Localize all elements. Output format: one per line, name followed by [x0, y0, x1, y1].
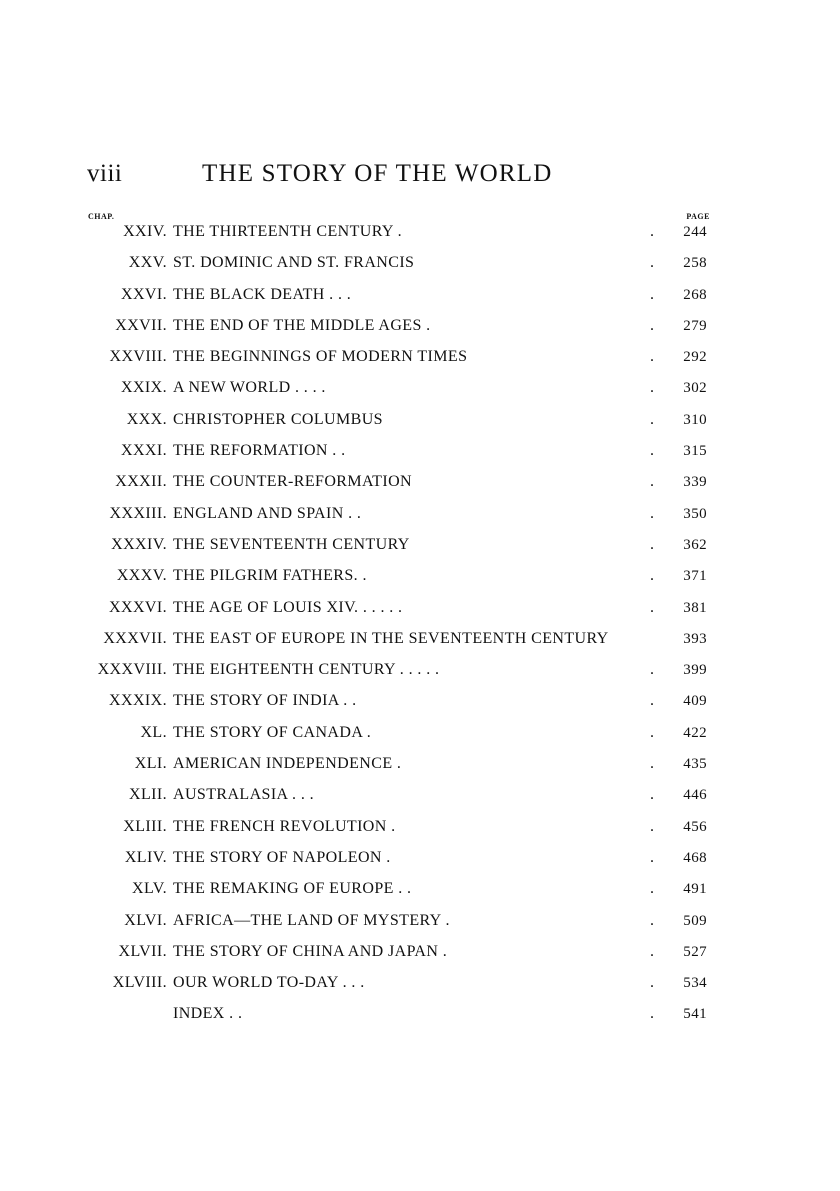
toc-entry — [0, 564, 840, 595]
toc-entry — [0, 815, 840, 846]
leader-dot: . — [650, 692, 655, 710]
leader-dot: . — [650, 848, 655, 866]
page-ref: 339 — [683, 474, 707, 491]
page-ref: 302 — [683, 380, 707, 397]
page-ref: 541 — [683, 1006, 707, 1023]
page-ref: 362 — [683, 536, 707, 553]
page-ref: 409 — [683, 693, 707, 710]
toc-entry — [0, 689, 840, 720]
leader-dot: . — [650, 817, 655, 835]
toc-entry — [0, 909, 840, 940]
chapter-number: XXXI. — [121, 442, 167, 460]
chapter-title: THE BEGINNINGS OF MODERN TIMES — [173, 348, 468, 366]
leader-dot: . — [650, 504, 655, 522]
leader-dot: . — [650, 755, 655, 773]
page-ref: 509 — [683, 912, 707, 929]
leader-dot: . — [650, 661, 655, 679]
leader-dot: . — [650, 410, 655, 428]
chapter-number: XLVII. — [118, 942, 167, 960]
leader-dot: . — [650, 473, 655, 491]
chapter-title: AFRICA—THE LAND OF MYSTERY . — [173, 911, 450, 929]
toc-entry — [0, 470, 840, 501]
chapter-number: XXVI. — [121, 285, 167, 303]
table-of-contents — [0, 220, 840, 1034]
chapter-number: XXIX. — [121, 379, 167, 397]
chapter-number: XXXII. — [115, 473, 167, 491]
toc-entry — [0, 408, 840, 439]
page-ref: 399 — [683, 662, 707, 679]
page-ref: 491 — [683, 881, 707, 898]
chapter-number: XXXIX. — [109, 692, 167, 710]
chapter-number: XXV. — [128, 254, 167, 272]
toc-entry — [0, 376, 840, 407]
chapter-number: XXXVI. — [109, 598, 167, 616]
chapter-title: AUSTRALASIA . . . — [173, 786, 315, 804]
chapter-number: XXXIV. — [111, 535, 167, 553]
chapter-number: XLIII. — [123, 817, 167, 835]
chapter-number: XLVIII. — [112, 974, 167, 992]
leader-dot: . — [650, 535, 655, 553]
chapter-title: OUR WORLD TO-DAY . . . — [173, 974, 365, 992]
chapter-title: THE COUNTER-REFORMATION — [173, 473, 412, 491]
toc-entry — [0, 721, 840, 752]
toc-entry — [0, 345, 840, 376]
chapter-number: XLIV. — [124, 848, 167, 866]
page-ref: 456 — [683, 818, 707, 835]
chapter-title: THE STORY OF INDIA . . — [173, 692, 357, 710]
running-header — [87, 160, 727, 200]
page-ref: 258 — [683, 255, 707, 272]
chapter-title: THE PILGRIM FATHERS. . — [173, 567, 367, 585]
leader-dot: . — [650, 911, 655, 929]
chapter-title: INDEX . . — [173, 1005, 243, 1023]
chapter-title: THE STORY OF NAPOLEON . — [173, 848, 391, 866]
page-ref: 381 — [683, 599, 707, 616]
leader-dot: . — [650, 254, 655, 272]
page-column-heading: PAGE — [686, 212, 710, 221]
toc-entry — [0, 971, 840, 1002]
toc-entry — [0, 752, 840, 783]
toc-entry — [0, 283, 840, 314]
chapter-number: XL. — [140, 723, 167, 741]
toc-entry — [0, 658, 840, 689]
toc-entry — [0, 439, 840, 470]
chapter-number: XLI. — [134, 755, 167, 773]
page-ref: 292 — [683, 349, 707, 366]
page-ref: 371 — [683, 568, 707, 585]
leader-dot: . — [650, 285, 655, 303]
leader-dot: . — [650, 974, 655, 992]
chapter-title: THE BLACK DEATH . . . — [173, 285, 352, 303]
leader-dot: . — [650, 223, 655, 240]
chapter-title: THE THIRTEENTH CENTURY . — [173, 223, 403, 240]
page-ref: 315 — [683, 443, 707, 460]
chapter-number: XLV. — [132, 880, 167, 898]
chapter-number: XXX. — [126, 410, 167, 428]
book-title: THE STORY OF THE WORLD — [202, 160, 553, 187]
toc-entry — [0, 533, 840, 564]
toc-entry — [0, 627, 840, 658]
chapter-title: THE REMAKING OF EUROPE . . — [173, 880, 412, 898]
leader-dot: . — [650, 348, 655, 366]
chapter-number: XXVIII. — [109, 348, 167, 366]
chapter-title: THE AGE OF LOUIS XIV. . . . . . — [173, 598, 403, 616]
page-ref: 310 — [683, 411, 707, 428]
chapter-title: THE EIGHTEENTH CENTURY . . . . . — [173, 661, 440, 679]
toc-entry — [0, 251, 840, 282]
leader-dot: . — [650, 942, 655, 960]
toc-entry — [0, 940, 840, 971]
chapter-number: XLII. — [129, 786, 167, 804]
leader-dot: . — [650, 723, 655, 741]
leader-dot: . — [650, 379, 655, 397]
page-ref: 435 — [683, 756, 707, 773]
page-ref: 393 — [683, 630, 707, 647]
chapter-number: XXXV. — [116, 567, 167, 585]
chapter-title: THE REFORMATION . . — [173, 442, 346, 460]
chapter-title: A NEW WORLD . . . . — [173, 379, 326, 397]
page-ref: 527 — [683, 943, 707, 960]
page-ref: 268 — [683, 286, 707, 303]
leader-dot: . — [650, 442, 655, 460]
toc-entry — [0, 783, 840, 814]
chapter-number: XXXIII. — [109, 504, 167, 522]
page-ref: 279 — [683, 317, 707, 334]
chapter-number: XXIV. — [123, 223, 167, 240]
page-ref: 446 — [683, 787, 707, 804]
chapter-title: THE END OF THE MIDDLE AGES . — [173, 316, 431, 334]
chapter-title: ST. DOMINIC AND ST. FRANCIS — [173, 254, 415, 272]
chapter-title: THE SEVENTEENTH CENTURY — [173, 535, 410, 553]
chapter-title: ENGLAND AND SPAIN . . — [173, 504, 362, 522]
chapter-number: XXVII. — [115, 316, 167, 334]
page-ref: 350 — [683, 505, 707, 522]
leader-dot: . — [650, 316, 655, 334]
chapter-number: XLVI. — [124, 911, 167, 929]
chapter-title: THE STORY OF CHINA AND JAPAN . — [173, 942, 448, 960]
toc-entry — [0, 220, 840, 251]
chapter-title: THE EAST OF EUROPE IN THE SEVENTEENTH CENTURY — [173, 629, 609, 647]
leader-dot: . — [650, 786, 655, 804]
chapter-title: THE FRENCH REVOLUTION . — [173, 817, 396, 835]
chapter-column-heading: CHAP. — [88, 212, 115, 221]
page-ref: 422 — [683, 724, 707, 741]
toc-entry — [0, 846, 840, 877]
page-number: viii — [87, 160, 123, 187]
toc-entry — [0, 1002, 840, 1033]
chapter-title: CHRISTOPHER COLUMBUS — [173, 410, 383, 428]
chapter-title: AMERICAN INDEPENDENCE . — [173, 755, 402, 773]
chapter-number: XXXVII. — [103, 629, 167, 647]
leader-dot: . — [650, 1005, 655, 1023]
toc-entry — [0, 596, 840, 627]
page-ref: 244 — [683, 224, 707, 240]
chapter-title: THE STORY OF CANADA . — [173, 723, 372, 741]
leader-dot: . — [650, 880, 655, 898]
toc-entry — [0, 314, 840, 345]
page-ref: 534 — [683, 975, 707, 992]
toc-entry — [0, 877, 840, 908]
page-ref: 468 — [683, 849, 707, 866]
leader-dot: . — [650, 598, 655, 616]
chapter-number: XXXVIII. — [97, 661, 167, 679]
toc-entry — [0, 502, 840, 533]
leader-dot: . — [650, 567, 655, 585]
